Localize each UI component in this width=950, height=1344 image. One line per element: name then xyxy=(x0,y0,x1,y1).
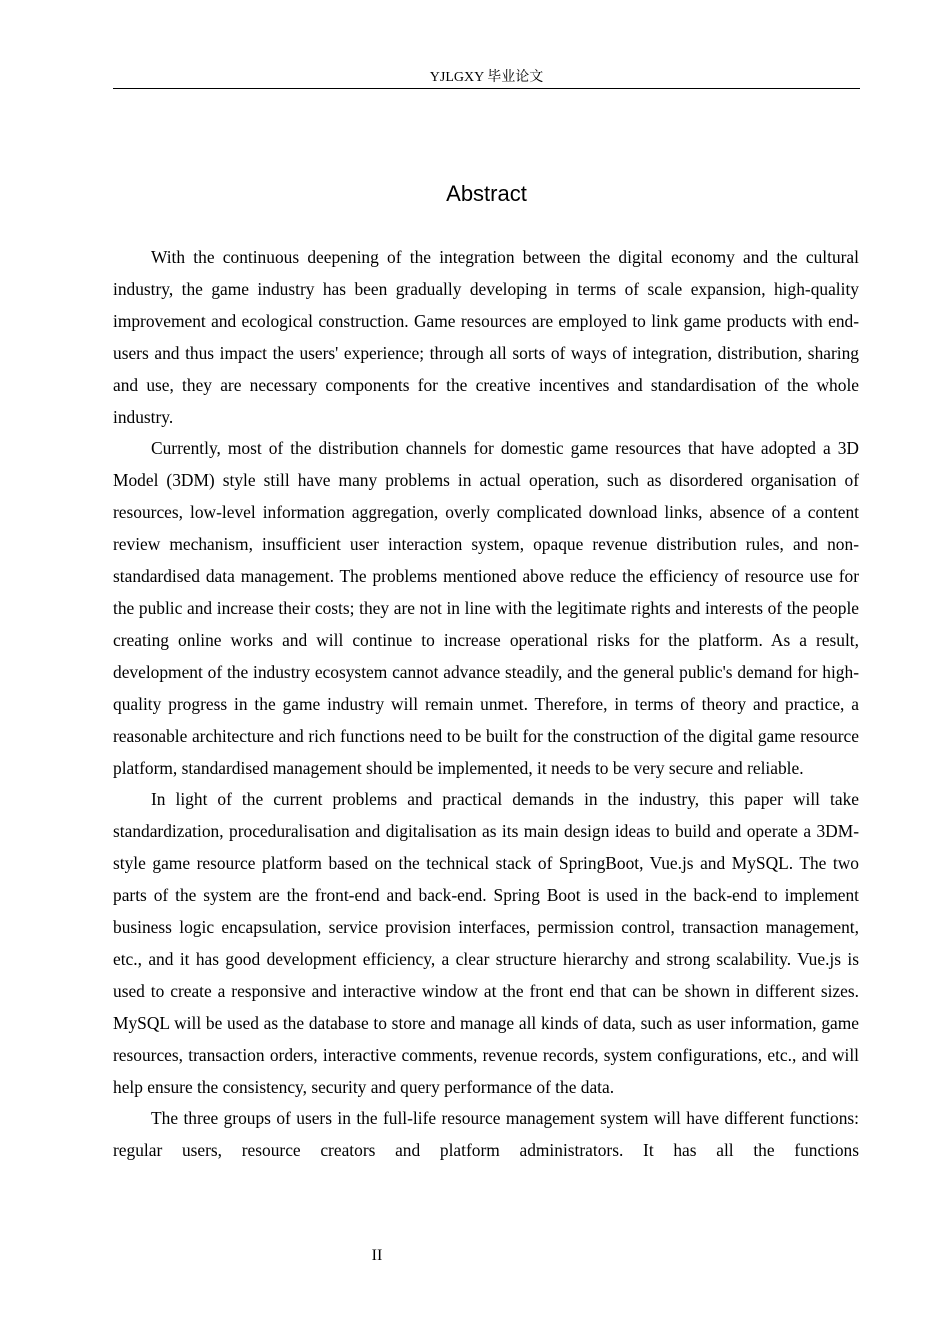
page-number: II xyxy=(371,1247,383,1264)
header-rule xyxy=(113,88,860,89)
paragraph-2: Currently, most of the distribution channels for domestic game resources that have adopted a 3D Model (3DM) style still have many problems in actual operation, such as disordered organisation of resources, low-level information aggregation, overly complicated download links, absence of a content review mechanism, insufficient user interaction system, opaque revenue distribution rules, and non-standardised data management. The problems mentioned above reduce the efficiency of resource use for the public and increase their costs; they are not in line with the legitimate rights and interests of the people creating online works and will continue to increase operational risks for the platform. As a result, development of the industry ecosystem cannot advance steadily, and the general public's demand for high-quality progress in the game industry will remain unmet. Therefore, in terms of theory and practice, a reasonable architecture and rich functions need to be built for the construction of the digital game resource platform, standardised management should be implemented, it needs to be very secure and reliable. xyxy=(113,438,859,778)
paragraph-1: With the continuous deepening of the integration between the digital economy and the cultural industry, the game industry has been gradually developing in terms of scale expansion, high-quality improvement and ecological construction. Game resources are employed to link game products with end-users and thus impact the users' experience; through all sorts of ways of integration, distribution, sharing and use, they are necessary components for the creative incentives and standardisation of the whole industry. xyxy=(113,247,859,427)
running-header: YJLGXY 毕业论文 xyxy=(429,70,544,85)
paragraph-4: The three groups of users in the full-life resource management system will have different functions: regular users, resource creators and platform administrators. It has all the functions xyxy=(113,1108,859,1161)
paragraph-3: In light of the current problems and practical demands in the industry, this paper will take standardization, proceduralisation and digitalisation as its main design ideas to build and operate a 3DM-style game resource platform based on the technical stack of SpringBoot, Vue.js and MySQL. The two parts of the system are the front-end and back-end. Spring Boot is used in the back-end to implement business logic encapsulation, service provision interfaces, permission control, transaction management, etc., and it has good development efficiency, a clear structure hierarchy and strong scalability. Vue.js is used to create a responsive and interactive window at the front end that can be shown in different sizes. MySQL will be used as the database to store and manage all kinds of data, such as user information, game resources, transaction orders, interactive comments, revenue records, system configurations, etc., and will help ensure the consistency, security and query performance of the data. xyxy=(113,789,859,1097)
section-title: Abstract xyxy=(446,181,527,206)
abstract-body xyxy=(113,242,859,1167)
